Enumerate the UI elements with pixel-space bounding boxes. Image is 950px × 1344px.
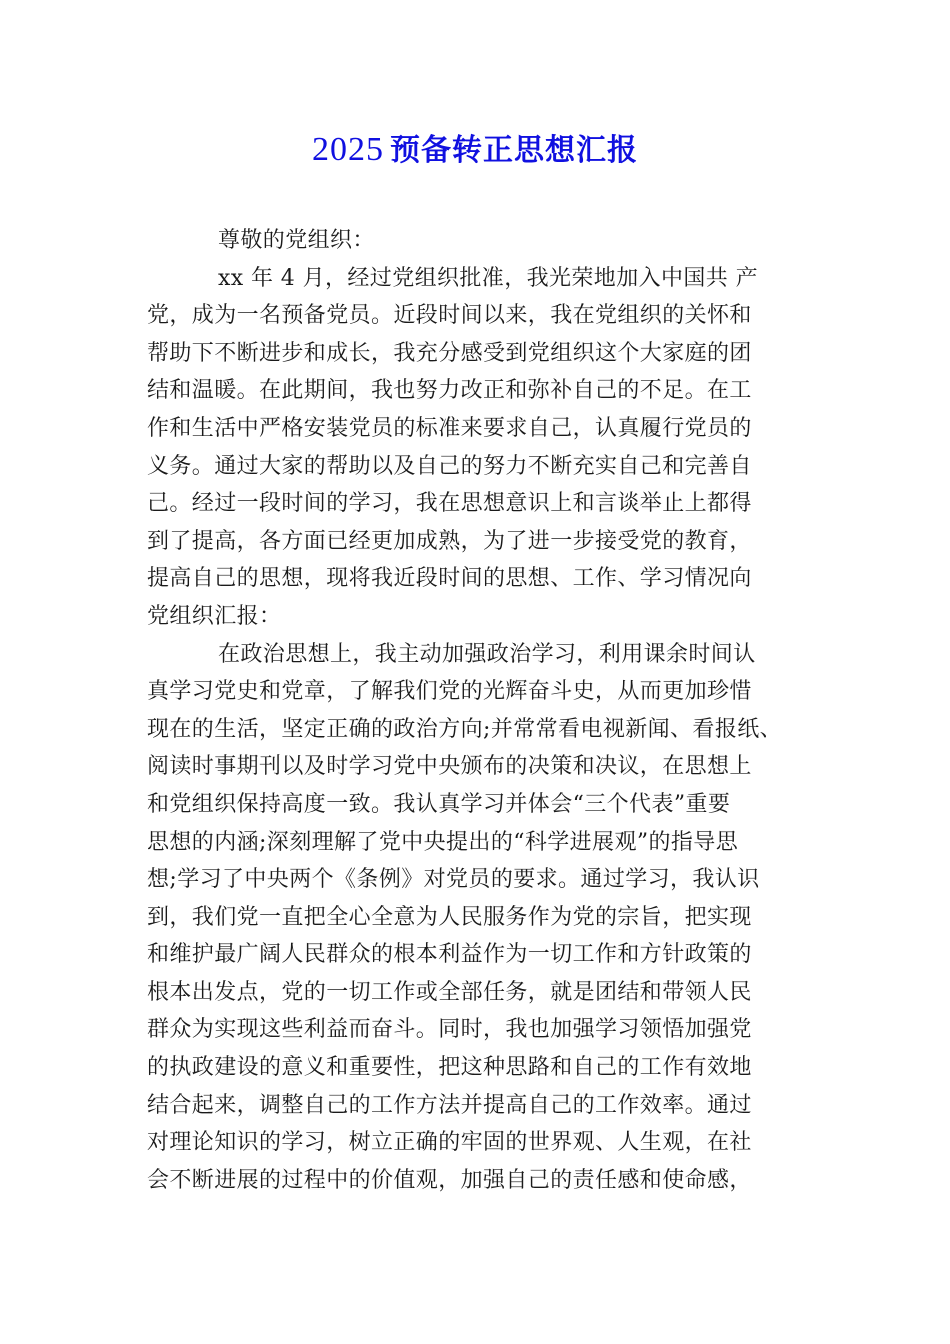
paragraph-2-line: 对理论知识的学习，树立正确的牢固的世界观、人生观，在社 bbox=[147, 1130, 752, 1156]
document-title bbox=[0, 128, 950, 173]
paragraph-2-line: 现在的生活，坚定正确的政治方向;并常常看电视新闻、看报纸、 bbox=[147, 716, 783, 742]
paragraph-1-line: 作和生活中严格安装党员的标准来要求自己，认真履行党员的 bbox=[147, 415, 752, 441]
paragraph-2-line: 到，我们党一直把全心全意为人民服务作为党的宗旨，把实现 bbox=[147, 904, 752, 930]
paragraph-2-line: 和党组织保持高度一致。我认真学习并体会“三个代表”重要 bbox=[147, 791, 731, 817]
paragraph-2-line: 根本出发点，党的一切工作或全部任务，就是团结和带领人民 bbox=[147, 979, 752, 1005]
paragraph-2-line: 群众为实现这些利益而奋斗。同时，我也加强学习领悟加强党 bbox=[147, 1017, 752, 1043]
paragraph-2-line: 的执政建设的意义和重要性，把这种思路和自己的工作有效地 bbox=[147, 1055, 752, 1081]
paragraph-1-line: 己。经过一段时间的学习，我在思想意识上和言谈举止上都得 bbox=[147, 491, 752, 517]
paragraph-1-line: 提高自己的思想，现将我近段时间的思想、工作、学习情况向 bbox=[147, 566, 752, 592]
paragraph-2-line: 会不断进展的过程中的价值观，加强自己的责任感和使命感， bbox=[147, 1167, 752, 1193]
document-body bbox=[147, 222, 827, 1199]
paragraph-2-line: 思想的内涵;深刻理解了党中央提出的“科学进展观”的指导思 bbox=[147, 829, 739, 855]
paragraph-2-line: 和维护最广阔人民群众的根本利益作为一切工作和方针政策的 bbox=[147, 942, 752, 968]
paragraph-2-line: 在政治思想上，我主动加强政治学习，利用课余时间认 bbox=[218, 641, 756, 667]
paragraph-2-line: 阅读时事期刊以及时学习党中央颁布的决策和决议，在思想上 bbox=[147, 754, 752, 780]
salutation: 尊敬的党组织： bbox=[218, 228, 375, 253]
paragraph-1-line: 义务。通过大家的帮助以及自己的努力不断充实自己和完善自 bbox=[147, 453, 752, 479]
title-year: 2025 bbox=[312, 131, 384, 168]
paragraph-1-line: 结和温暖。在此期间，我也努力改正和弥补自己的不足。在工 bbox=[147, 378, 752, 404]
paragraph-1-line: 帮助下不断进步和成长，我充分感受到党组织这个大家庭的团 bbox=[147, 340, 752, 366]
paragraph-1-line: 党组织汇报： bbox=[147, 603, 282, 629]
paragraph-2-line: 想;学习了中央两个《条例》对党员的要求。通过学习，我认识 bbox=[147, 867, 760, 893]
paragraph-2-line: 结合起来，调整自己的工作方法并提高自己的工作效率。通过 bbox=[147, 1092, 752, 1118]
paragraph-1-line: 到了提高，各方面已经更加成熟，为了进一步接受党的教育， bbox=[147, 528, 752, 554]
title-text: 预备转正思想汇报 bbox=[390, 133, 638, 168]
paragraph-1-line: 党，成为一名预备党员。近段时间以来，我在党组织的关怀和 bbox=[147, 303, 752, 329]
paragraph-2-line: 真学习党史和党章，了解我们党的光辉奋斗史，从而更加珍惜 bbox=[147, 679, 752, 705]
paragraph-1-line: xx 年 4 月，经过党组织批准，我光荣地加入中国共 产 bbox=[218, 265, 758, 291]
